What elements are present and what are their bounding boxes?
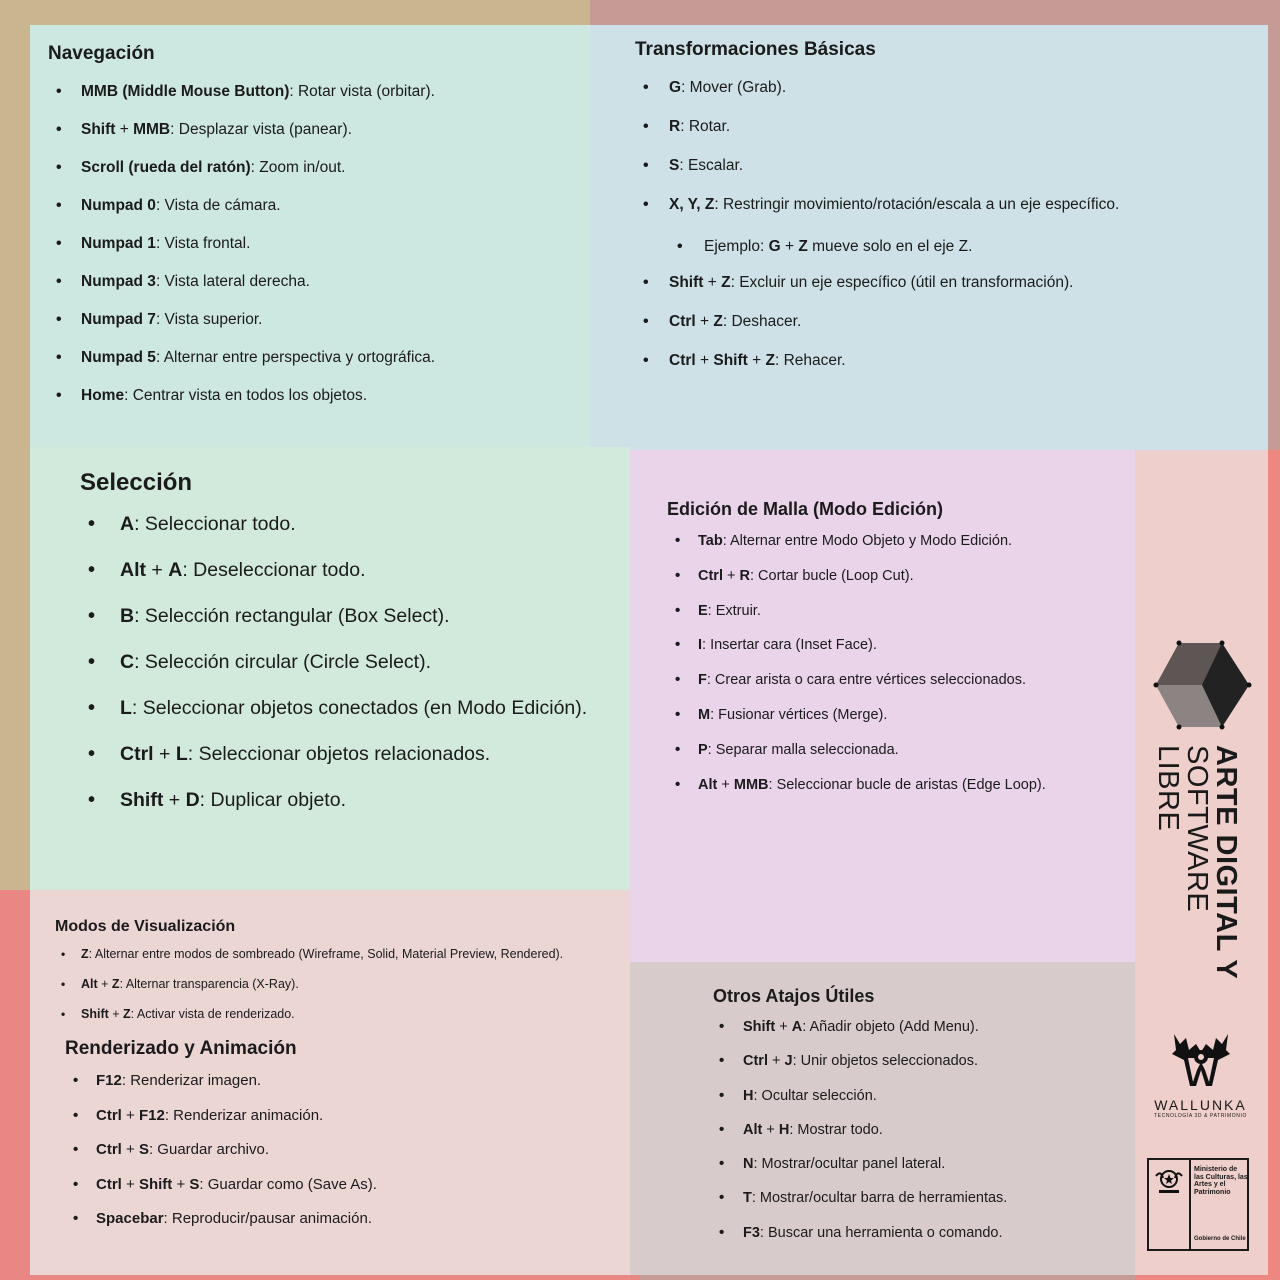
list-item: • Scroll (rueda del ratón): Zoom in/out. xyxy=(48,153,590,191)
list-item: • Ctrl + F12: Renderizar animación. xyxy=(55,1103,630,1138)
mesh-edit-list xyxy=(667,526,1135,804)
list-item: • Ctrl + Z: Deshacer. xyxy=(635,308,1268,347)
list-item: • I: Insertar cara (Inset Face). xyxy=(667,630,1135,665)
list-item: • Shift + Z: Excluir un eje específico (útil en transformación). xyxy=(635,269,1268,308)
mesh-edit-panel xyxy=(630,450,1135,962)
list-item: • M: Fusionar vértices (Merge). xyxy=(667,700,1135,735)
list-item: • Ctrl + Shift + Z: Rehacer. xyxy=(635,347,1268,386)
list-item: • Z: Alternar entre modos de sombreado (Wireframe, Solid, Material Preview, Rendered). xyxy=(55,942,630,972)
list-item: • Ctrl + S: Guardar archivo. xyxy=(55,1137,630,1172)
list-item: • N: Mostrar/ocultar panel lateral. xyxy=(713,1150,1135,1184)
brand-title-light: SOFTWARE LIBRE xyxy=(1152,745,1213,913)
list-item: • Alt + Z: Alternar transparencia (X-Ray). xyxy=(55,972,630,1002)
list-item: • Numpad 7: Vista superior. xyxy=(48,305,590,343)
ministry-logo xyxy=(1147,1158,1249,1251)
list-item: • T: Mostrar/ocultar barra de herramientas. xyxy=(713,1184,1135,1218)
list-item: • Numpad 5: Alternar entre perspectiva y ortográfica. xyxy=(48,343,590,381)
list-item: • Shift + A: Añadir objeto (Add Menu). xyxy=(713,1013,1135,1047)
cube-logo-icon xyxy=(1152,640,1252,730)
list-item: • R: Rotar. xyxy=(635,113,1268,152)
mesh-edit-title: Edición de Malla (Modo Edición) xyxy=(667,499,944,519)
list-item: • Alt + A: Deseleccionar todo. xyxy=(80,555,630,601)
transforms-list xyxy=(635,74,1268,386)
selection-list xyxy=(80,509,630,831)
list-item: • Alt + MMB: Seleccionar bucle de aristas (Edge Loop). xyxy=(667,770,1135,805)
list-item: • Shift + Z: Activar vista de renderizado. xyxy=(55,1002,630,1032)
list-item: • G: Mover (Grab). xyxy=(635,74,1268,113)
ministry-divider xyxy=(1189,1160,1191,1249)
brand-title-bold: ARTE DIGITAL Y xyxy=(1210,745,1242,980)
list-item: • Numpad 0: Vista de cámara. xyxy=(48,191,590,229)
other-shortcuts-title: Otros Atajos Útiles xyxy=(713,986,875,1006)
brand-title xyxy=(1152,745,1242,995)
selection-title: Selección xyxy=(80,469,193,496)
list-item: • F12: Renderizar imagen. xyxy=(55,1068,630,1103)
list-item: • Shift + D: Duplicar objeto. xyxy=(80,785,630,831)
list-item: • E: Extruir. xyxy=(667,596,1135,631)
list-item: • Ctrl + R: Cortar bucle (Loop Cut). xyxy=(667,561,1135,596)
list-item: • P: Separar malla seleccionada. xyxy=(667,735,1135,770)
example-item: • Ejemplo: G + Z mueve solo en el eje Z. xyxy=(635,230,1268,269)
list-item: • S: Escalar. xyxy=(635,152,1268,191)
view-modes-title: Modos de Visualización xyxy=(55,918,236,935)
transforms-panel xyxy=(590,25,1268,450)
gobierno-label: Gobierno de Chile xyxy=(1194,1236,1246,1242)
list-item: • Spacebar: Reproducir/pausar animación. xyxy=(55,1206,630,1241)
render-list xyxy=(55,1068,630,1241)
list-item: • C: Selección circular (Circle Select). xyxy=(80,647,630,693)
list-item: • Alt + H: Mostrar todo. xyxy=(713,1116,1135,1150)
wallunka-tagline: TECNOLOGÍA 3D & PATRIMONIO xyxy=(1154,1113,1247,1119)
list-item: • Ctrl + L: Seleccionar objetos relacionados. xyxy=(80,739,630,785)
list-item: • X, Y, Z: Restringir movimiento/rotación/escala a un eje específico. xyxy=(635,191,1268,230)
wallunka-name: WALLUNKA xyxy=(1154,1097,1247,1113)
list-item: • Ctrl + Shift + S: Guardar como (Save As). xyxy=(55,1172,630,1207)
list-item: • Tab: Alternar entre Modo Objeto y Modo Edición. xyxy=(667,526,1135,561)
list-item: • H: Ocultar selección. xyxy=(713,1082,1135,1116)
navigation-title: Navegación xyxy=(48,43,155,64)
list-item: • Shift + MMB: Desplazar vista (panear). xyxy=(48,115,590,153)
selection-panel xyxy=(30,447,630,890)
view-modes-panel xyxy=(30,890,630,1275)
wallunka-logo xyxy=(1143,1030,1258,1119)
ministry-name: Ministerio de las Culturas, las Artes y el Patrimonio xyxy=(1194,1166,1248,1197)
list-item: • B: Selección rectangular (Box Select). xyxy=(80,601,630,647)
navigation-panel xyxy=(30,25,590,447)
list-item: • L: Seleccionar objetos conectados (en Modo Edición). xyxy=(80,693,630,739)
list-item: • Home: Centrar vista en todos los objetos. xyxy=(48,381,590,419)
chile-coat-of-arms-icon xyxy=(1153,1166,1185,1196)
view-modes-list xyxy=(55,942,630,1032)
transforms-title: Transformaciones Básicas xyxy=(635,39,876,60)
render-title: Renderizado y Animación xyxy=(65,1038,297,1059)
list-item: • Numpad 1: Vista frontal. xyxy=(48,229,590,267)
list-item: • MMB (Middle Mouse Button): Rotar vista (orbitar). xyxy=(48,77,590,115)
wallunka-w-icon xyxy=(1166,1030,1236,1090)
list-item: • F: Crear arista o cara entre vértices seleccionados. xyxy=(667,665,1135,700)
list-item: • Numpad 3: Vista lateral derecha. xyxy=(48,267,590,305)
list-item: • Ctrl + J: Unir objetos seleccionados. xyxy=(713,1047,1135,1081)
list-item: • F3: Buscar una herramienta o comando. xyxy=(713,1219,1135,1253)
other-shortcuts-list xyxy=(713,1013,1135,1253)
brand-panel xyxy=(1135,450,1268,1275)
list-item: • A: Seleccionar todo. xyxy=(80,509,630,555)
navigation-list xyxy=(48,77,590,419)
other-shortcuts-panel xyxy=(630,962,1135,1275)
